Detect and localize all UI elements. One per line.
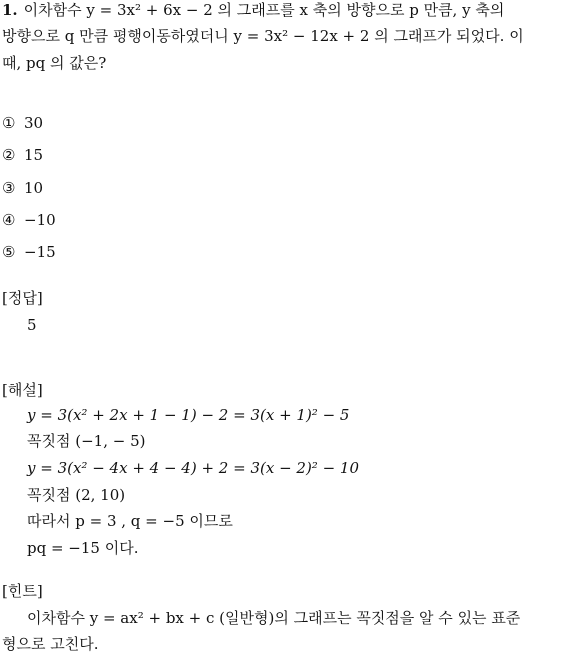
choice-4-mark: ④: [2, 211, 16, 229]
choice-3-mark: ③: [2, 179, 16, 197]
choice-4-text: −10: [24, 211, 56, 229]
choice-5-text: −15: [24, 243, 56, 261]
choice-5[interactable]: [2, 242, 56, 262]
hint-line-1: 이차함수 y = ax² + bx + c (일반형)의 그래프는 꼭짓점을 알 수 있는 표준: [27, 609, 521, 627]
choice-3[interactable]: [2, 178, 43, 198]
choice-1-text: 30: [24, 114, 44, 132]
question-text-1: 이차함수 y = 3x² + 6x − 2 의 그래프를 x 축의 방향으로 p 만큼, y 축의: [23, 1, 505, 19]
hint-label: [힌트]: [2, 582, 43, 600]
choice-1[interactable]: [2, 113, 43, 133]
explanation-line-1: y = 3(x² + 2x + 1 − 1) − 2 = 3(x + 1)² − 5: [27, 406, 350, 424]
explanation-line-2: 꼭짓점 (−1, − 5): [27, 432, 146, 450]
choice-2-mark: ②: [2, 146, 16, 164]
choice-5-mark: ⑤: [2, 243, 16, 261]
question-line-1: [2, 0, 504, 20]
question-number: 1.: [2, 1, 18, 19]
explanation-line-5: 따라서 p = 3 , q = −5 이므로: [27, 512, 233, 530]
explanation-label: [해설]: [2, 381, 43, 399]
explanation-line-3: y = 3(x² − 4x + 4 − 4) + 2 = 3(x − 2)² − 10: [27, 459, 360, 477]
explanation-line-6: pq = −15 이다.: [27, 539, 139, 557]
choice-1-mark: ①: [2, 114, 16, 132]
choice-4[interactable]: [2, 210, 56, 230]
answer-label: [정답]: [2, 289, 43, 307]
answer-value: 5: [27, 316, 37, 334]
explanation-line-4: 꼭짓점 (2, 10): [27, 486, 126, 504]
hint-line-2: 형으로 고친다.: [2, 635, 99, 653]
choice-2[interactable]: [2, 145, 43, 165]
choice-2-text: 15: [24, 146, 44, 164]
choice-3-text: 10: [24, 179, 44, 197]
question-line-2: 방향으로 q 만큼 평행이동하였더니 y = 3x² − 12x + 2 의 그래프가 되었다. 이: [2, 27, 524, 45]
question-line-3: 때, pq 의 값은?: [2, 54, 107, 72]
